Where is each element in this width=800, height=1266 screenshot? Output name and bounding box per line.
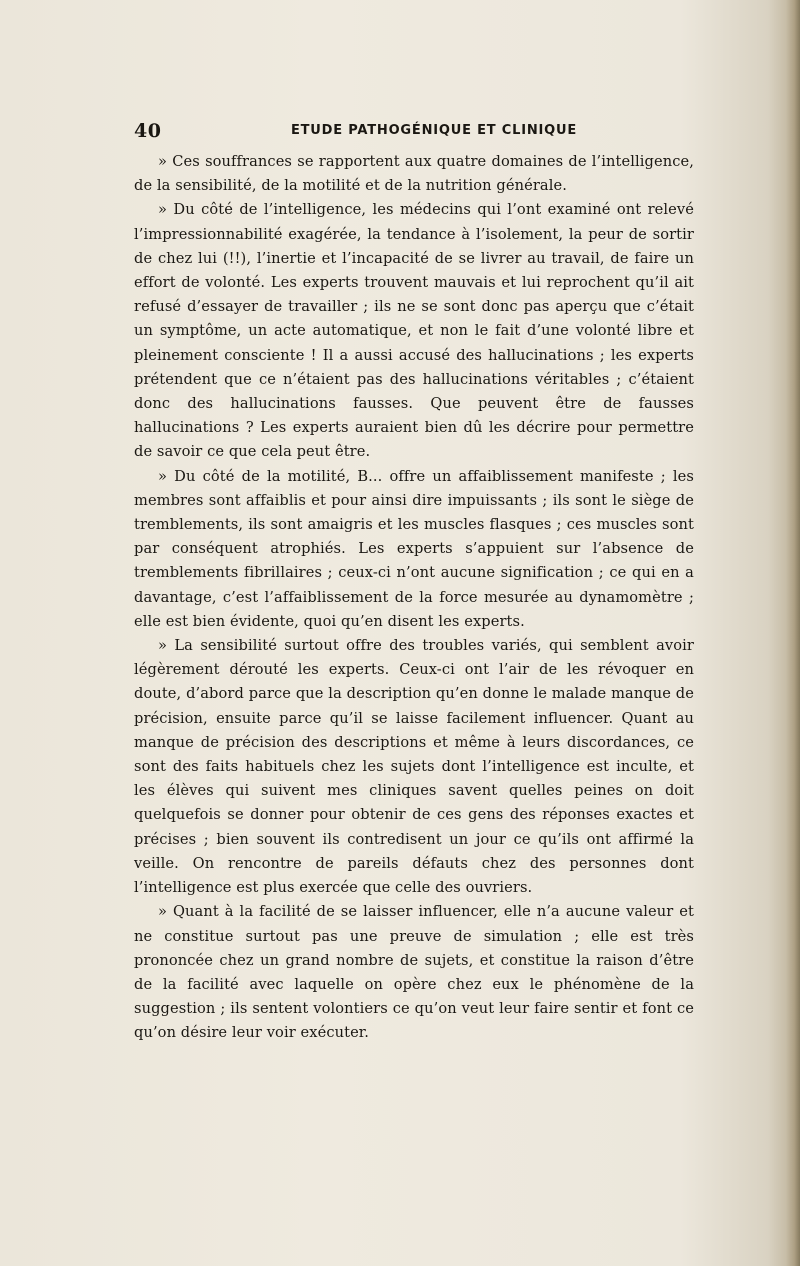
page-number: 40 xyxy=(134,120,162,142)
paragraph: » Quant à la facilité de se laisser influencer, elle n’a aucune valeur et ne constitue surtout pas une preuve de simulation ; elle est très prononcée chez un grand nombre de sujets, et constitue la raison d’être de la facilité avec laquelle on opère chez eux le phénomène de la suggestion ; ils sentent volontiers ce qu’on veut leur faire sentir et font ce qu’on désire leur voir exécuter. xyxy=(134,903,694,1042)
page-edge-shadow xyxy=(786,0,800,1266)
paragraph: » Du côté de l’intelligence, les médecins qui l’ont examiné ont relevé l’impressionnabilité exagérée, la tendance à l’isolement, la peur de sortir de chez lui (!!), l’inertie et l’incapacité de se livrer au travail, de faire un effort de volonté. Les experts trouvent mauvais et lui reprochent qu’il ait refusé d’essayer de travailler ; ils ne se sont donc pas aperçu que c’était un symptôme, un acte automatique, et non le fait d’une volonté libre et pleinement consciente ! Il a aussi accusé des hallucinations ; les experts prétendent que ce n’étaient pas des hallucinations véritables ; c’étaient donc des hallucinations fausses. Que peuvent être de fausses hallucinations ? Les experts auraient bien dû les décrire pour permettre de savoir ce que cela peut être. xyxy=(134,201,694,461)
paragraph: » Du côté de la motilité, B... offre un affaiblissement manifeste ; les membres sont affaiblis et pour ainsi dire impuissants ; ils sont le siège de tremblements, ils sont amaigris et les muscles flasques ; ces muscles sont par conséquent atrophiés. Les experts s’appuient sur l’absence de tremblements fibrillaires ; ceux-ci n’ont aucune signification ; ce qui en a davantage, c’est l’affaiblissement de la force mesurée au dynamomètre ; elle est bien évidente, quoi qu’en disent les experts. xyxy=(134,467,694,630)
running-head: ETUDE PATHOGÉNIQUE ET CLINIQUE xyxy=(290,123,578,138)
page-header xyxy=(134,120,694,144)
paragraph: » La sensibilité surtout offre des troubles variés, qui semblent avoir légèrement dérouté les experts. Ceux-ci ont l’air de les révoquer en doute, d’abord parce que la description qu’en donne le malade manque de précision, ensuite parce qu’il se laisse facilement influencer. Quant au manque de précision des descriptions et même à leurs discordances, ce sont des faits habituels chez les sujets dont l’intelligence est inculte, et les élèves qui suivent mes cliniques savent quelles peines on doit quelquefois se donner pour obtenir de ces gens des réponses exactes et précises ; bien souvent ils contredisent un jour ce qu’ils ont affirmé la veille. On rencontre de pareils défauts chez des personnes dont l’intelligence est plus exercée que celle des ouvriers. xyxy=(134,637,694,897)
body-text xyxy=(134,150,694,1046)
paragraph: » Ces souffrances se rapportent aux quatre domaines de l’intelligence, de la sensibilité, de la motilité et de la nutrition générale. xyxy=(134,153,694,195)
